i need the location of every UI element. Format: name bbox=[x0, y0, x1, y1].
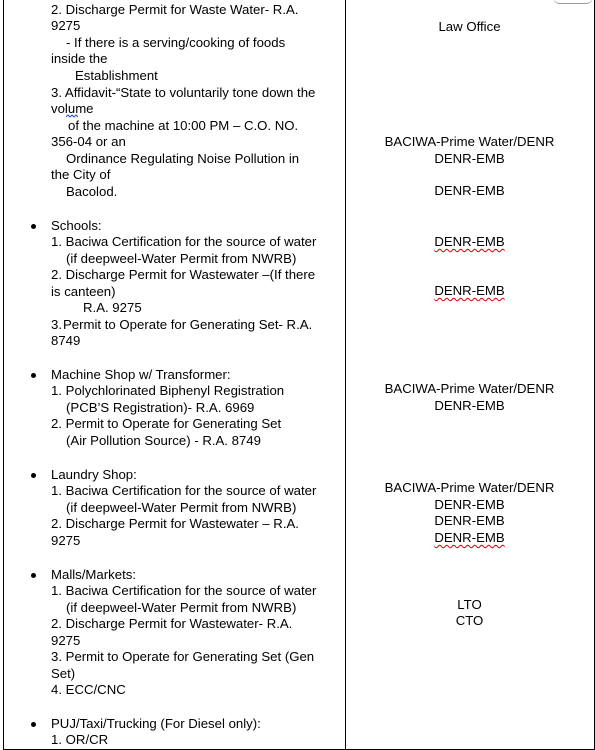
text-line: is canteen) bbox=[51, 284, 116, 299]
text-line: 3. Permit to Operate for Generating Set (Gen bbox=[51, 649, 315, 664]
agency-denr-emb: DENR-EMB bbox=[434, 398, 505, 413]
text-line: 2. Discharge Permit for Wastewater –(If there bbox=[51, 267, 316, 282]
text-line: 4. ECC/CNC bbox=[51, 682, 126, 697]
text-line: 2. Discharge Permit for Wastewater – R.A. bbox=[51, 516, 299, 531]
section-heading: PUJ/Taxi/Trucking (For Diesel only): bbox=[51, 716, 261, 731]
section-heading: Machine Shop w/ Transformer: bbox=[51, 367, 231, 382]
bullet bbox=[31, 224, 36, 229]
bullet bbox=[31, 473, 36, 478]
text-line: the City of bbox=[51, 167, 111, 182]
section-heading: Laundry Shop: bbox=[51, 467, 137, 482]
text-line: (PCB’S Registration)- R.A. 6969 bbox=[66, 400, 255, 415]
text-line: of the machine at 10:00 PM – C.O. NO. bbox=[68, 118, 299, 133]
text-line: - If there is a serving/cooking of foods bbox=[66, 35, 286, 50]
text-line: 1. Polychlorinated Biphenyl Registration bbox=[51, 383, 285, 398]
corner-mark bbox=[553, 0, 593, 4]
agency-denr-emb-text: DENR-EMB bbox=[434, 234, 505, 249]
text-line: 1. Baciwa Certification for the source of water bbox=[51, 583, 317, 598]
agency-denr-emb: DENR-EMB bbox=[434, 513, 505, 528]
text-line: Ordinance Regulating Noise Pollution in bbox=[66, 151, 300, 166]
text-line: Bacolod. bbox=[66, 184, 118, 199]
text-line: (if deepweel-Water Permit from NWRB) bbox=[66, 600, 297, 615]
section-heading: Schools: bbox=[51, 218, 102, 233]
spellcheck-mark bbox=[66, 114, 78, 119]
text-line: 2. Permit to Operate for Generating Set bbox=[51, 416, 282, 431]
text-line: Permit to Operate for Generating Set- R.A. bbox=[63, 317, 313, 332]
agency-denr-emb bbox=[346, 283, 593, 299]
agency-denr-emb-text: DENR-EMB bbox=[434, 530, 505, 545]
text-line: 356-04 or an bbox=[51, 134, 126, 149]
agency-denr-emb: DENR-EMB bbox=[434, 497, 505, 512]
text-line: 1. Baciwa Certification for the source of water bbox=[51, 234, 317, 249]
text-line: inside the bbox=[51, 51, 108, 66]
text-line: Establishment bbox=[75, 68, 158, 83]
text-line: volume bbox=[51, 101, 94, 116]
text-line: (if deepweel-Water Permit from NWRB) bbox=[66, 500, 297, 515]
column-divider bbox=[345, 0, 346, 749]
text-line: (if deepweel-Water Permit from NWRB) bbox=[66, 251, 297, 266]
agency-baciwa: BACIWA-Prime Water/DENR bbox=[384, 134, 555, 149]
text-line: 8749 bbox=[51, 333, 81, 348]
agency-denr-emb: DENR-EMB bbox=[434, 183, 505, 198]
agency-cto: CTO bbox=[455, 613, 484, 628]
agency-denr-emb-text: DENR-EMB bbox=[434, 283, 505, 298]
text-line: (Air Pollution Source) - R.A. 8749 bbox=[66, 433, 261, 448]
agency-baciwa: BACIWA-Prime Water/DENR bbox=[384, 381, 555, 396]
text-line: Set) bbox=[51, 666, 76, 681]
text-line: 9275 bbox=[51, 533, 81, 548]
text-line: 2. Discharge Permit for Wastewater- R.A. bbox=[51, 616, 293, 631]
text-line: 9275 bbox=[51, 633, 81, 648]
agency-baciwa: BACIWA-Prime Water/DENR bbox=[384, 480, 555, 495]
text-line: 1. OR/CR bbox=[51, 732, 109, 747]
agency-denr-emb: DENR-EMB bbox=[434, 151, 505, 166]
agency-denr-emb bbox=[346, 530, 593, 546]
section-heading: Malls/Markets: bbox=[51, 567, 136, 582]
list-number: 3. bbox=[51, 317, 62, 332]
agency-lto: LTO bbox=[457, 597, 482, 612]
text-line: 2. Discharge Permit for Waste Water- R.A. bbox=[51, 2, 299, 17]
text-line: 3. Affidavit-“State to voluntarily tone down the bbox=[51, 85, 316, 100]
bullet bbox=[31, 373, 36, 378]
text-line: 1. Baciwa Certification for the source of water bbox=[51, 483, 317, 498]
agency-law-office: Law Office bbox=[438, 19, 501, 34]
bullet bbox=[31, 722, 36, 727]
bullet bbox=[31, 573, 36, 578]
text-line: R.A. 9275 bbox=[83, 300, 142, 315]
text-line: 9275 bbox=[51, 18, 81, 33]
agency-denr-emb bbox=[346, 234, 593, 250]
